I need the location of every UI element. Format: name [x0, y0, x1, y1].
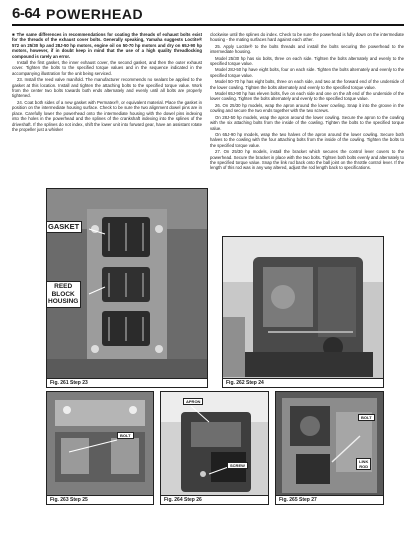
text-paragraph: clockwise until the splines do index. Check to be sure the powerhead is fully down on the intermediate housing - the mating surfaces hard against each other.: [210, 32, 404, 43]
apron-label: APRON: [183, 398, 203, 405]
page-number: 6-64: [12, 5, 41, 22]
step-23-paragraph: 23. Install the reed valve manifold. The manufacturer recommends no sealant be applied to the gasket at this location. Install and tighten the attaching bolts to the specified torque value. Work from the center two bolts towards both ends alternately and evenly until all bolts are properly tightened.: [12, 77, 202, 99]
gasket-label: GASKET: [46, 221, 82, 233]
figure-264-caption: Fig. 264 Step 26: [161, 495, 268, 504]
figure-261: [46, 188, 208, 388]
step-26-paragraph: 26. On 25/30 hp models, wrap the apron around the lower cowling. Snap it into the groove in the cowling and secure the two ends together with the two screws.: [210, 102, 404, 114]
link-rod-label: LINK ROD: [356, 458, 371, 470]
figure-262-caption: Fig. 262 Step 24: [223, 378, 383, 387]
note-paragraph: ■ The same differences in recommendations for coating the threads of exhaust bolts exist for the threads of the exhaust cover bolts. Generally speaking, Yamaha suggests Loctite® 572 on 25/30 hp and 28J-50 hp motors, engine oil on 50-70 hp motors and dry on 65J-90 hp motors, however, if in doubt keep in mind that the use of a high quality threadlocking compound is rarely an error.: [12, 32, 202, 59]
text-paragraph: On 65J-90 hp models, wrap the two halves of the apron around the lower cowling. Secure both halves to the cowling with the four attaching bolts from the inside of the cowling. Tighten the bolts to the specified torque value.: [210, 131, 404, 148]
header-rule: [12, 24, 404, 26]
figure-265-photo: [276, 392, 383, 504]
figure-264-photo: [161, 392, 268, 504]
text-paragraph: Model 25/30 hp has six bolts, three on each side. Tighten the bolts alternately and evenly to the specified torque value.: [210, 55, 404, 67]
reed-block-housing-label: REED BLOCK HOUSING: [46, 281, 81, 308]
right-text-column: [210, 32, 404, 172]
figure-261-caption: Fig. 261 Step 23: [47, 378, 207, 387]
left-text-column: [12, 32, 202, 133]
figure-264: [160, 391, 269, 505]
figure-263-photo: [47, 392, 153, 504]
section-title: POWERHEAD: [46, 6, 144, 22]
figure-263-caption: Fig. 263 Step 25: [47, 495, 153, 504]
text-paragraph: Model 65J-90 hp has eleven bolts, five on each side and one on the aft end of the underside of the lower cowling. Tighten the bolts alternately and evenly to the specified torque value.: [210, 91, 404, 102]
bolt-label: BOLT: [117, 432, 134, 439]
step-25-paragraph: 25. Apply Loctite® to the bolts threads and install the bolts securing the powerhead to the intermediate housing.: [210, 43, 404, 55]
page-header: [12, 4, 404, 22]
figure-262: [222, 236, 384, 388]
step-24-paragraph: 24. Coat both sides of a new gasket with Permatex®, or equivalent material. Place the gasket in position on the intermediate housing surface. Check to be sure the two alignment dowel pins are in place. Carefully lower the powerhead onto the intermediate housing with the dowel pins indexing into the holes in the powerhead and the splines of the crankshaft indexing into the splines of the driveshaft. If the splines do not index, shift the lower unit into forward gear, have an assistant rotate the propeller just a whisker: [12, 99, 202, 132]
screw-label: SCREW: [227, 462, 248, 469]
text-paragraph: Model 28J-50 hp have eight bolts, four on each side. Tighten the bolts alternately and evenly to the specified torque value.: [210, 67, 404, 78]
figure-265: [275, 391, 384, 505]
figure-263: [46, 391, 154, 505]
text-paragraph: Install the first gasket, the inner exhaust cover, the second gasket, and then the outer exhaust cover. Tighten the bolts to the specified torque values and in the sequence indicated in the accompanying illustration for the unit being serviced.: [12, 60, 202, 76]
text-paragraph: On 28J-50 hp models, wrap the apron around the lower cowling. Secure the apron to the cowling with the six attaching bolts from the inside of the cowling. Tighten the bolts to the specified torque value.: [210, 114, 404, 131]
figure-265-caption: Fig. 265 Step 27: [276, 495, 383, 504]
text-paragraph: Model 50-70 hp has eight bolts, three on each side, and two at the forward end of the underside of the lower cowling. Tighten the bolts alternately and evenly to the specified torque value.: [210, 79, 404, 90]
step-27-paragraph: 27. On 25/30 hp models, install the bracket which secures the control lever covers to the powerhead. Secure the bracket in place with the two bolts. Tighten both bolts evenly and alternately to the specified torque value. Snap the link rod back onto the ball joint on the throttle control lever. If the length of this rod was in any way altered, adjust the rod length back to specifications.: [210, 149, 404, 171]
bolt-label: BOLT: [358, 414, 375, 421]
figure-262-photo: [223, 237, 383, 387]
